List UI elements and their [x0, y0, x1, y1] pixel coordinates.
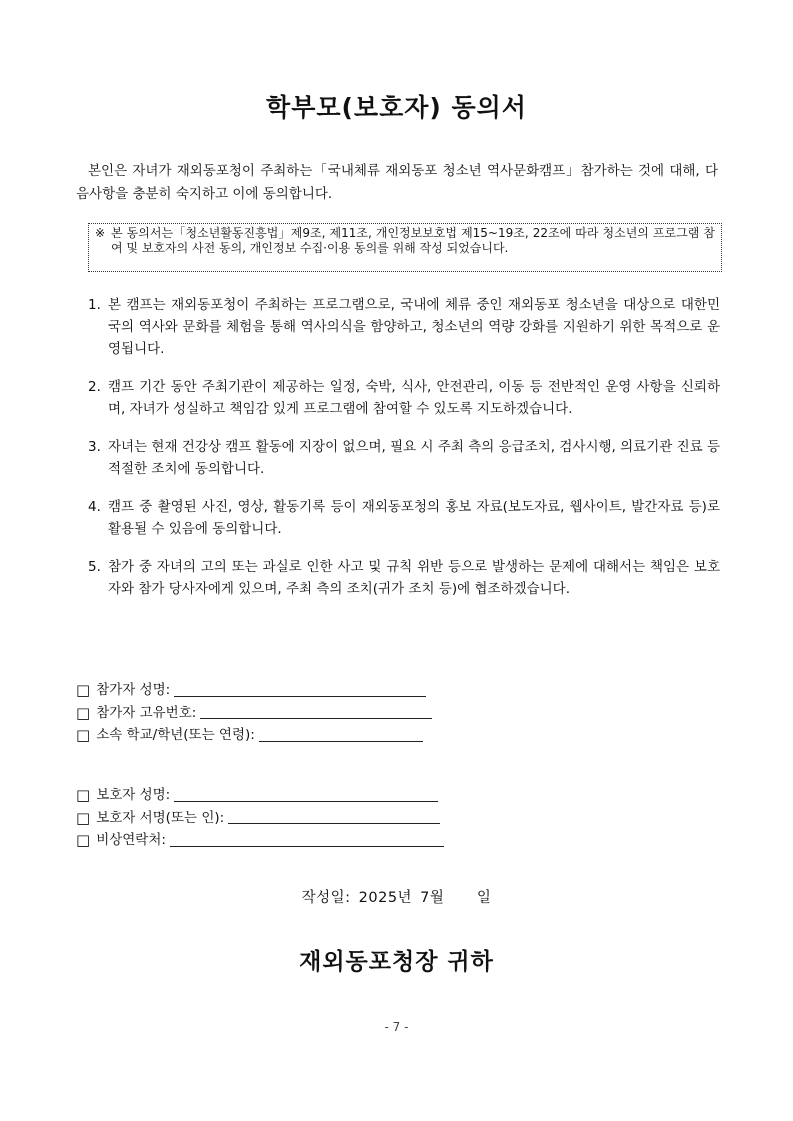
participant-id-blank[interactable]: [200, 703, 432, 719]
item-text: 캠프 기간 동안 주최기관이 제공하는 일정, 숙박, 식사, 안전관리, 이동 등 전반적인 운영 사항을 신뢰하며, 자녀가 성실하고 책임감 있게 프로그램에 참여할 수 있도록 지도하겠습니다.: [108, 379, 720, 417]
agreement-item: [88, 556, 720, 600]
item-text: 캠프 중 촬영된 사진, 영상, 활동기록 등이 재외동포청의 홍보 자료(보도자료, 웹사이트, 발간자료 등)로 활용될 수 있음에 동의합니다.: [108, 499, 720, 537]
document-title: 학부모(보호자) 동의서: [266, 93, 527, 122]
checkbox-icon[interactable]: □: [76, 681, 91, 699]
item-number: 5.: [88, 559, 101, 575]
recipient-line: 재외동포청장 귀하: [299, 948, 494, 975]
participant-school-blank[interactable]: [259, 726, 423, 742]
checkbox-icon[interactable]: □: [76, 726, 91, 744]
emergency-contact-field: [76, 829, 444, 852]
intro-paragraph: 본인은 자녀가 재외동포청이 주최하는「국내체류 재외동포 청소년 역사문화캠프」참가하는 것에 대해, 다음사항을 충분히 숙지하고 이에 동의합니다.: [76, 163, 718, 202]
participant-school-field: [76, 724, 432, 747]
agreement-item: [88, 294, 720, 360]
item-number: 1.: [88, 297, 101, 313]
agreement-item: [88, 496, 720, 540]
field-label: 비상연락처:: [96, 832, 166, 848]
item-number: 2.: [88, 379, 101, 395]
participant-id-field: [76, 702, 432, 725]
participant-name-blank[interactable]: [174, 681, 426, 697]
item-number: 4.: [88, 499, 101, 515]
participant-info-section: [76, 679, 432, 747]
item-text: 자녀는 현재 건강상 캠프 활동에 지장이 없으며, 필요 시 주최 측의 응급조치, 검사시행, 의료기관 진료 등 적절한 조치에 동의합니다.: [108, 439, 720, 477]
page-number: - 7 -: [384, 1020, 409, 1034]
field-label: 참가자 성명:: [96, 682, 171, 698]
legal-notice-box: [88, 223, 722, 272]
guardian-info-section: [76, 784, 444, 852]
item-number: 3.: [88, 439, 101, 455]
legal-notice-text: 본 동의서는「청소년활동진흥법」제9조, 제11조, 개인정보보호법 제15~19조, 22조에 따라 청소년의 프로그램 참여 및 보호자의 사전 동의, 개인정보 수집·이용 동의를 위해 작성 되었습니다.: [111, 226, 715, 255]
guardian-signature-blank[interactable]: [228, 808, 440, 824]
agreement-item: [88, 376, 720, 420]
participant-name-field: [76, 679, 432, 702]
agreement-items: [88, 294, 720, 616]
checkbox-icon[interactable]: □: [76, 808, 91, 827]
checkbox-icon[interactable]: □: [76, 703, 91, 722]
guardian-name-field: [76, 784, 444, 807]
field-label: 보호자 성명:: [96, 787, 171, 803]
item-text: 본 캠프는 재외동포청이 주최하는 프로그램으로, 국내에 체류 중인 재외동포 청소년을 대상으로 대한민국의 역사와 문화를 체험을 통해 역사의식을 함양하고, 청소년의 역량 강화를 지원하기 위한 목적으로 운영됩니다.: [108, 297, 720, 357]
item-text: 참가 중 자녀의 고의 또는 과실로 인한 사고 및 규칙 위반 등으로 발생하는 문제에 대해서는 책임은 보호자와 참가 당사자에게 있으며, 주최 측의 조치(귀가 조치 등)에 협조하겠습니다.: [108, 559, 720, 597]
guardian-signature-field: [76, 807, 444, 830]
field-label: 보호자 서명(또는 인):: [96, 809, 225, 826]
date-line: 작성일: 2025년 7월 일: [301, 890, 492, 906]
emergency-contact-blank[interactable]: [170, 831, 444, 847]
agreement-item: [88, 436, 720, 480]
field-label: 참가자 고유번호:: [96, 704, 197, 721]
field-label: 소속 학교/학년(또는 연령):: [96, 727, 255, 743]
checkbox-icon[interactable]: □: [76, 831, 91, 849]
checkbox-icon[interactable]: □: [76, 786, 91, 804]
reference-mark-icon: ※: [95, 226, 106, 240]
guardian-name-blank[interactable]: [174, 786, 438, 802]
